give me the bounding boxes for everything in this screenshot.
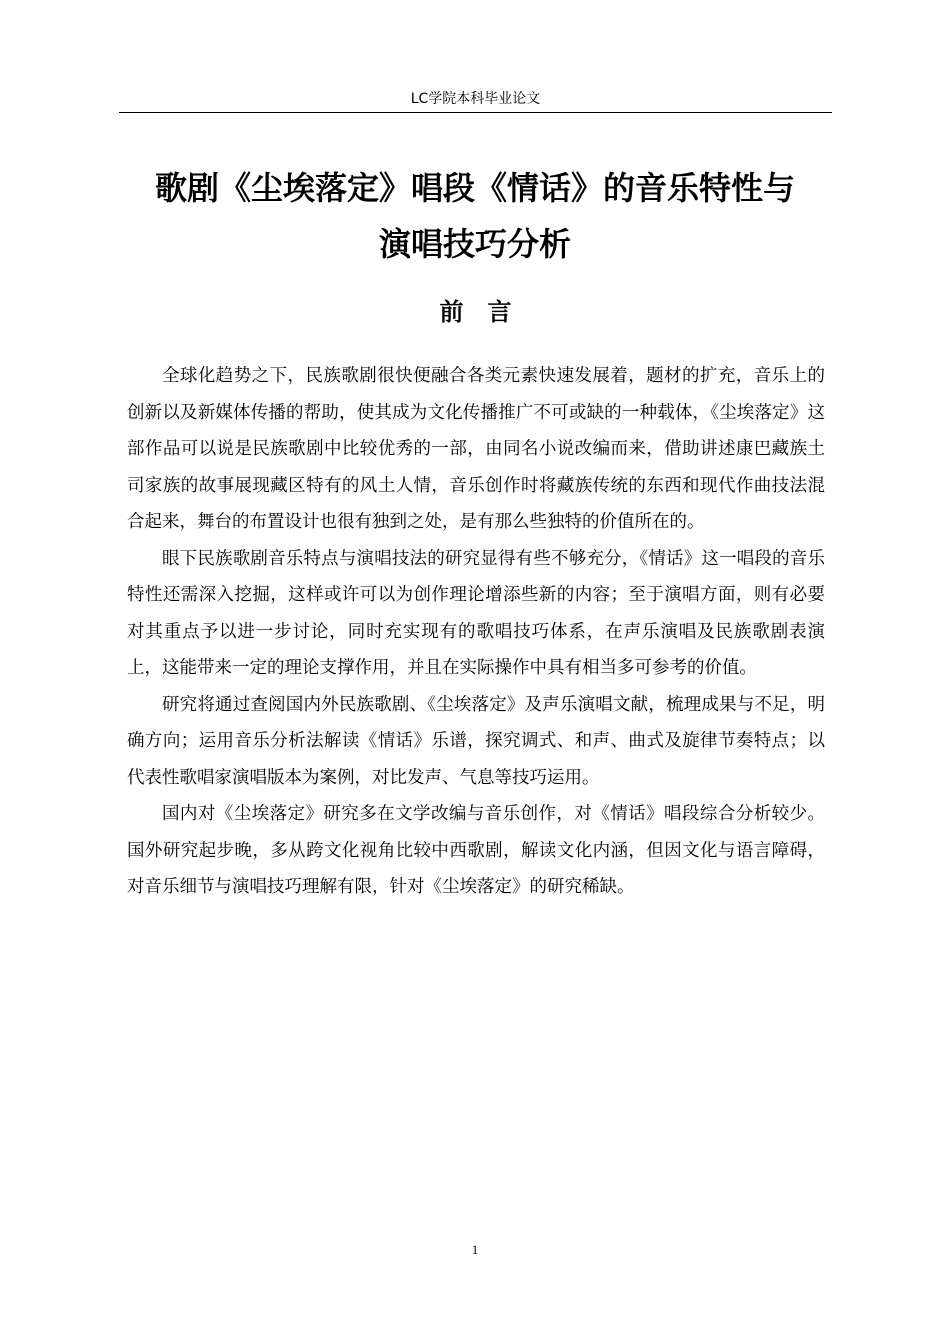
page-number: 1	[471, 1242, 479, 1257]
header-divider	[119, 112, 832, 113]
paragraph-1: 全球化趋势之下，民族歌剧很快便融合各类元素快速发展着，题材的扩充，音乐上的创新以及新媒体传播的帮助，使其成为文化传播推广不可或缺的一种载体，《尘埃落定》这部作品可以说是民族歌剧中比较优秀的一部，由同名小说改编而来，借助讲述康巴藏族土司家族的故事展现藏区特有的风土人情，音乐创作时将藏族传统的东西和现代作曲技法混合起来，舞台的布置设计也很有独到之处，是有那么些独特的价值所在的。	[127, 366, 825, 532]
running-header: LC学院本科毕业论文	[410, 91, 541, 107]
paragraph-2: 眼下民族歌剧音乐特点与演唱技法的研究显得有些不够充分，《情话》这一唱段的音乐特性还需深入挖掘，这样或许可以为创作理论增添些新的内容；至于演唱方面，则有必要对其重点予以进一步讨论，同时充实现有的歌唱技巧体系，在声乐演唱及民族歌剧表演上，这能带来一定的理论支撑作用，并且在实际操作中具有相当多可参考的价值。	[127, 548, 825, 678]
title-line-2: 演唱技巧分析	[378, 225, 571, 263]
section-heading-preface: 前 言	[439, 298, 512, 326]
paragraph-4: 国内对《尘埃落定》研究多在文学改编与音乐创作，对《情话》唱段综合分析较少。国外研究起步晚，多从跨文化视角比较中西歌剧，解读文化内涵，但因文化与语言障碍，对音乐细节与演唱技巧理解有限，针对《尘埃落定》的研究稀缺。	[127, 804, 825, 897]
title-line-1: 歌剧《尘埃落定》唱段《情话》的音乐特性与	[154, 169, 795, 207]
paragraph-3: 研究将通过查阅国内外民族歌剧、《尘埃落定》及声乐演唱文献，梳理成果与不足，明确方向；运用音乐分析法解读《情话》乐谱，探究调式、和声、曲式及旋律节奏特点；以代表性歌唱家演唱版本为案例，对比发声、气息等技巧运用。	[127, 694, 825, 788]
body-text	[127, 358, 825, 906]
document-title	[110, 160, 840, 272]
